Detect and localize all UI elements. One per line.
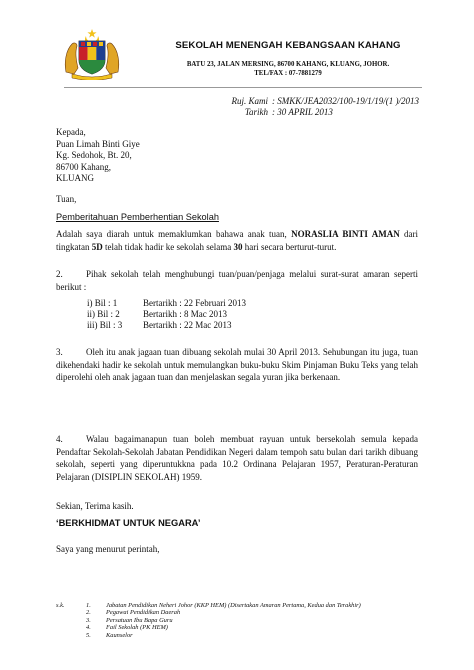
paragraph-1-text: telah tidak hadir ke sekolah selama: [102, 241, 234, 252]
copy-to-recipient: Fail Sekolah (PK HEM): [106, 624, 168, 632]
paragraph-1-text: Adalah saya diarah untuk memaklumkan bahawa anak tuan,: [56, 229, 292, 239]
paragraph-number: 4.: [56, 434, 63, 444]
copy-to-number: 5.: [86, 631, 91, 639]
paragraph-number: 3.: [56, 347, 63, 357]
copy-to-number: 3.: [86, 616, 91, 624]
reference-row: [214, 96, 424, 107]
paragraph-4: [56, 433, 418, 483]
reference-label: Ruj. Kami: [231, 96, 268, 106]
paragraph-1-text: dari tingkatan: [56, 229, 418, 252]
paragraph-4-text: Walau bagaimanapun tuan boleh membuat rayuan untuk bersekolah semula kepada Pendaftar Sekolah-Sekolah Jabatan Pendidikan Negeri dalam tempoh satu bulan dari tarikh dibuang sekolah, seperti yang diperuntukkna pada 10.2 Ordinana Pelajaran 1957, Peraturan-Peraturan Pelajaran (DISIPLIN SEKOLAH) 1959.: [56, 434, 418, 482]
recipient-address-line: Kg. Sedohok, Bt. 20,: [56, 150, 132, 160]
copy-to-recipient: Persatuan Ibu Bapa Guru: [106, 616, 173, 624]
copy-to-item: [56, 617, 361, 624]
copy-to-recipient: Jabatan Pendidikan Neheri Johor (KKP HEM) (Disertakan Amaran Pertama, Kedua dan Terakhir): [106, 602, 361, 609]
recipient-kepada: Kepada,: [56, 127, 86, 137]
paragraph-number: 2.: [56, 269, 63, 279]
warning-letter-item: [87, 298, 246, 309]
student-form: 5D: [91, 241, 103, 252]
student-name: NORASLIA BINTI AMAN: [291, 229, 400, 239]
date-label: Tarikh: [244, 107, 268, 117]
warning-letter-number: i) Bil : 1: [87, 298, 118, 308]
closing-line: Sekian, Terima kasih.: [56, 501, 134, 511]
paragraph-1-text: hari secara berturut-turut.: [242, 241, 337, 252]
warning-letter-item: [87, 309, 246, 320]
copy-to-item: [56, 609, 361, 616]
warning-letter-number: ii) Bil : 2: [87, 309, 120, 319]
recipient-city: KLUANG: [56, 173, 94, 183]
date-row: [214, 107, 424, 118]
recipient-name: Puan Limah Binti Giye: [56, 138, 140, 149]
warning-letter-list: [87, 298, 246, 331]
copy-to-item: [56, 624, 361, 631]
copy-to-list: [56, 602, 361, 639]
warning-letter-number: iii) Bil : 3: [87, 320, 123, 330]
warning-letter-item: [87, 320, 246, 331]
salutation: Tuan,: [56, 194, 77, 204]
absence-days: 30: [233, 241, 243, 252]
header-divider: [64, 87, 422, 88]
school-telfax-line: TEL/FAX : 07-7881279: [254, 70, 322, 77]
paragraph-3-text: Oleh itu anak jagaan tuan dibuang sekolah mulai 30 April 2013. Sehubungan itu juga, tuan dikehendaki hadir ke sekolah untuk memulangkan buku-buku Skim Pinjaman Buku Teks yang telah diperolehi oleh anak jagaan tuan dan menjelaskan segala yuran jika berkenaan.: [56, 347, 418, 382]
copy-to-item: [56, 602, 361, 609]
school-address: [128, 60, 448, 78]
paragraph-1: [56, 228, 418, 253]
school-name: SEKOLAH MENENGAH KEBANGSAAN KAHANG: [175, 40, 401, 51]
paragraph-3: [56, 346, 418, 384]
copy-to-recipient: Pegawai Pendidikan Daerah: [106, 609, 181, 617]
paragraph-2-text: Pihak sekolah telah menghubungi tuan/puan/penjaga melalui surat-surat amaran seperti berikut :: [56, 269, 418, 292]
copy-to-label: s.k.: [56, 602, 65, 609]
date-value: : 30 APRIL 2013: [272, 107, 333, 117]
sign-off: Saya yang menurut perintah,: [56, 544, 160, 554]
copy-to-recipient: Kaunselor: [106, 631, 133, 639]
motto: ‘BERKHIDMAT UNTUK NEGARA’: [56, 518, 201, 528]
copy-to-number: 1.: [86, 602, 91, 609]
warning-letter-date: Bertarikh : 8 Mac 2013: [143, 309, 227, 319]
copy-to-number: 4.: [86, 624, 91, 632]
malaysia-coat-of-arms-icon: [60, 28, 124, 80]
reference-value: : SMKK/JEA2032/100-19/1/19/(1 )/2013: [272, 96, 419, 106]
warning-letter-date: Bertarikh : 22 Mac 2013: [143, 320, 232, 330]
paragraph-2: [56, 268, 418, 293]
copy-to-number: 2.: [86, 609, 91, 617]
recipient-address: [56, 127, 140, 185]
school-address-line: BATU 23, JALAN MERSING, 86700 KAHANG, KLUANG, JOHOR.: [186, 61, 390, 68]
recipient-postcode: 86700 Kahang,: [56, 161, 111, 172]
reference-block: [214, 96, 424, 118]
warning-letter-date: Bertarikh : 22 Februari 2013: [143, 298, 246, 308]
letter-subject: Pemberitahuan Pemberhentian Sekolah: [56, 212, 219, 222]
copy-to-item: [56, 632, 361, 639]
